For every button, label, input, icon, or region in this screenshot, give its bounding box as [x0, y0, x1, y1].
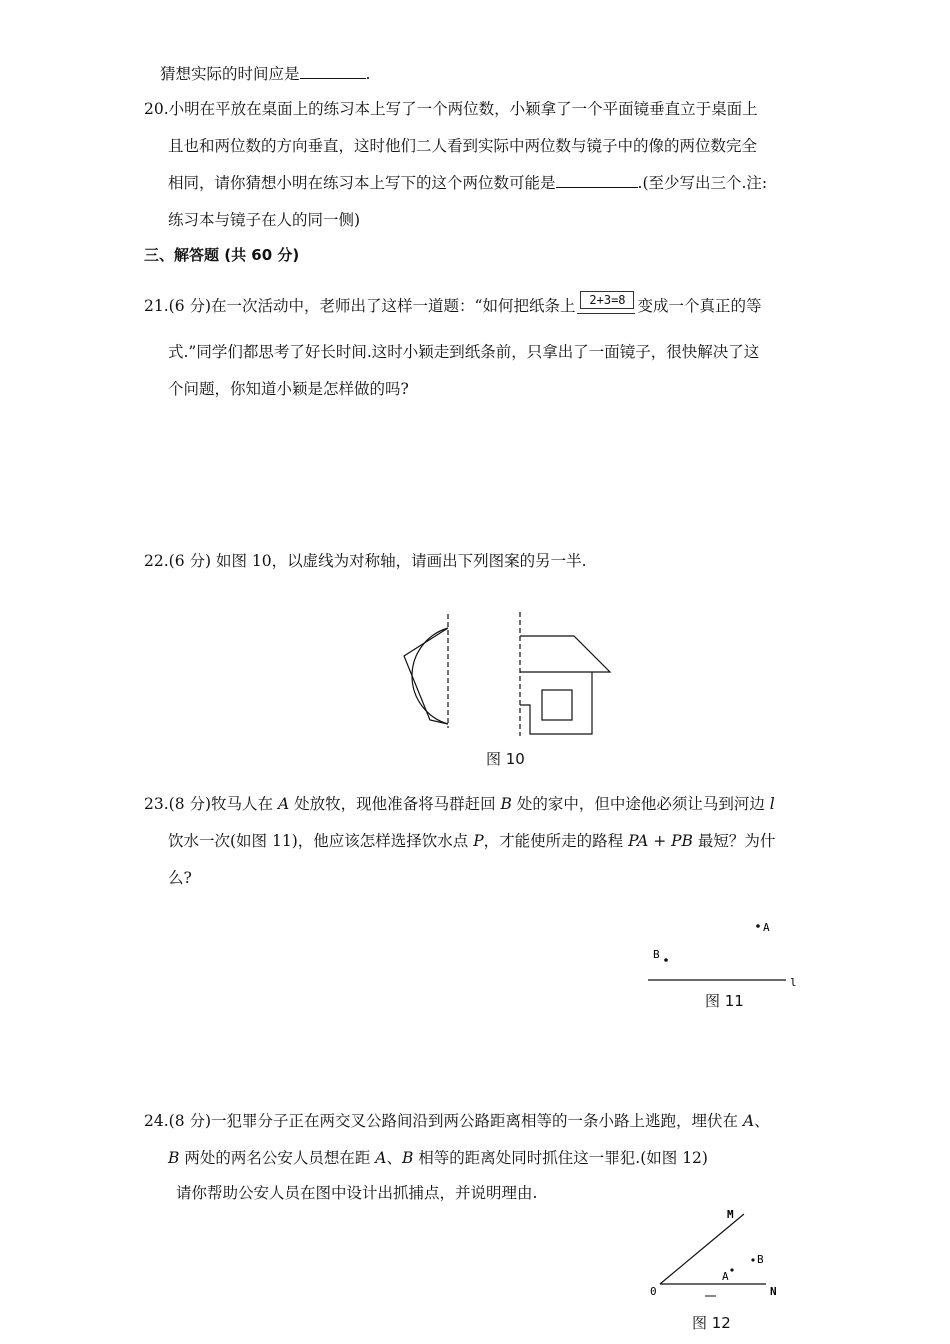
q23-l2b: ，才能使所走的路程 [483, 832, 629, 850]
fig12-ray-OM [660, 1214, 744, 1284]
q23-l1b: 处放牧，现他准备将马群赶回 [289, 795, 501, 813]
fig12-label-O: 0 [650, 1285, 657, 1298]
fig11-label-B: B [653, 948, 660, 961]
q24-A: A [742, 1112, 755, 1130]
figure-12-caption: 图 12 [692, 1314, 731, 1332]
q24-l1a: 24.(8 分)一犯罪分子正在两交叉公路间沿到两公路距离相等的一条小路上逃跑，埋伏在 [144, 1112, 743, 1130]
q19-text: 猜想实际的时间应是 [160, 65, 300, 83]
q24-l1b: 、 [754, 1112, 770, 1130]
paper-strip-text: 2+3=8 [580, 291, 634, 309]
q24-l2a: B [168, 1149, 180, 1167]
section-3-title: 三、解答题 (共 60 分) [144, 246, 300, 264]
fig11-label-l: l [790, 976, 797, 989]
q23-P: P [473, 832, 484, 850]
q20-line-3-note: .(至少写出三个.注: [637, 174, 768, 192]
fig12-label-M: M [727, 1208, 734, 1221]
q24-l2c: A [375, 1149, 387, 1167]
q24-l2f: 相等的距离处同时抓住这一罪犯.(如图 12) [413, 1149, 708, 1167]
q20-line-2: 且也和两位数的方向垂直，这时他们二人看到实际中两位数与镜子中的像的两位数完全 [168, 137, 758, 155]
q21-line-2: 式.”同学们都思考了好长时间.这时小颖走到纸条前，只拿出了一面镜子，很快解决了这 [168, 343, 760, 361]
fig12-point-A [730, 1268, 733, 1271]
q21-line-1-end: 变成一个真正的等 [637, 297, 762, 315]
q20-line-4: 练习本与镜子在人的同一侧) [168, 211, 361, 229]
q24-l2e: B [401, 1149, 414, 1167]
q23-expr: PA + PB [628, 832, 693, 850]
q23-l2a: 饮水一次(如图 11)，他应该怎样选择饮水点 [168, 832, 474, 850]
fig12-label-N: N [770, 1285, 777, 1298]
fig12-label-A: A [722, 1270, 729, 1283]
q21-line-1-text: 21.(6 分)在一次活动中，老师出了这样一道题：“如何把纸条上 [144, 297, 576, 315]
fig12-point-B [751, 1258, 754, 1261]
q23-B: B [500, 795, 512, 813]
figure-10-caption: 图 10 [486, 750, 525, 768]
q20-line-1: 20.小明在平放在桌面上的练习本上写了一个两位数，小颖拿了一个平面镜垂直立于桌面上 [144, 100, 758, 118]
q19-period: . [365, 65, 371, 83]
q23-line-3: 么? [168, 869, 192, 887]
figure-11-caption: 图 11 [705, 992, 744, 1010]
q23-l2c: 最短？为什 [692, 832, 776, 850]
q23-l: l [769, 795, 775, 813]
fig12-label-B: B [757, 1253, 764, 1266]
q23-l1a: 23.(8 分)牧马人在 [144, 795, 278, 813]
q22-line-1: 22.(6 分) 如图 10，以虚线为对称轴，请画出下列图案的另一半. [144, 552, 587, 570]
fig11-label-A: A [763, 921, 770, 934]
q23-l1c: 处的家中，但中途他必须让马到河边 [511, 795, 770, 813]
q24-line-3: 请你帮助公安人员在图中设计出抓捕点，并说明理由. [176, 1184, 538, 1202]
q21-line-3: 个问题，你知道小颖是怎样做的吗? [168, 380, 409, 398]
q23-A: A [277, 795, 290, 813]
q24-l2d: 、 [386, 1149, 402, 1167]
q24-l2b: 两处的两名公安人员想在距 [179, 1149, 376, 1167]
q20-line-3-text: 相同，请你猜想小明在练习本上写下的这个两位数可能是 [168, 174, 556, 192]
